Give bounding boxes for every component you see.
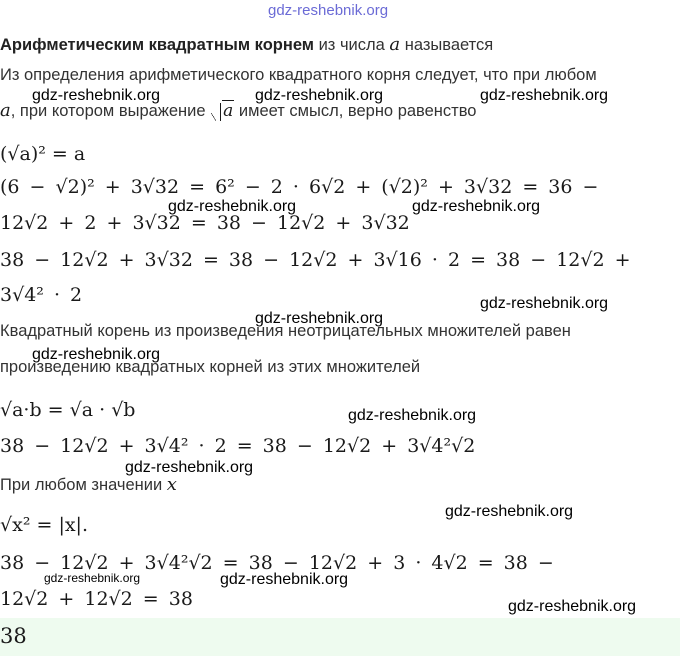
intro-line — [0, 34, 493, 55]
watermark: gdz-reshebnik.org — [348, 407, 477, 424]
watermark: gdz-reshebnik.org — [480, 295, 609, 312]
definition-line-2 — [0, 100, 476, 121]
product-rule-line-1: Квадратный корень из произведения неотрицательных множителей равен — [0, 322, 571, 340]
equation-1: (√a)² = a — [0, 143, 86, 165]
equation-2: (6 − √2)² + 3√32 = 6² − 2 · 6√2 + (√2)² + 3√32 = 36 − — [0, 176, 599, 198]
watermark: gdz-reshebnik.org — [480, 87, 609, 104]
watermark: gdz-reshebnik.org — [412, 198, 541, 215]
intro-term: Арифметическим квадратным корнем — [0, 36, 314, 54]
answer-highlight — [0, 618, 680, 656]
sqrt-a: a — [211, 100, 234, 121]
equation-8: √x² = |x|. — [0, 514, 88, 536]
def-text-a: , при котором выражение — [10, 102, 211, 120]
equation-10: 12√2 + 12√2 = 38 — [0, 588, 193, 610]
equation-3: 12√2 + 2 + 3√32 = 38 − 12√2 + 3√32 — [0, 212, 410, 234]
intro-variable: a — [389, 34, 401, 55]
watermark: gdz-reshebnik.org — [125, 459, 254, 476]
equation-5: 3√4² · 2 — [0, 284, 83, 306]
product-rule-line-2: произведению квадратных корней из этих множителей — [0, 358, 421, 376]
watermark: gdz-reshebnik.org — [32, 346, 161, 363]
watermark: gdz-reshebnik.org — [220, 571, 349, 588]
intro-end: называется — [400, 36, 494, 54]
intro-text: из числа — [314, 36, 390, 54]
watermark: gdz-reshebnik.org — [168, 198, 297, 215]
definition-line-1: Из определения арифметического квадратного корня следует, что при любом — [0, 66, 597, 84]
watermark-top: gdz-reshebnik.org — [268, 2, 389, 19]
def-text-b: имеет смысл, верно равенство — [234, 102, 477, 120]
watermark: gdz-reshebnik.org — [255, 310, 384, 327]
watermark: gdz-reshebnik.org — [508, 598, 637, 615]
equation-9: 38 − 12√2 + 3√4²√2 = 38 − 12√2 + 3 · 4√2 = 38 − — [0, 552, 554, 574]
def-variable: a — [0, 100, 11, 121]
equation-6: √a·b = √a · √b — [0, 399, 136, 421]
equation-4: 38 − 12√2 + 3√32 = 38 − 12√2 + 3√16 · 2 = 38 − 12√2 + — [0, 249, 631, 271]
equation-7: 38 − 12√2 + 3√4² · 2 = 38 − 12√2 + 3√4²√2 — [0, 435, 476, 457]
watermark: gdz-reshebnik.org — [32, 87, 161, 104]
watermark: gdz-reshebnik.org — [255, 87, 384, 104]
any-x-text: При любом значении — [0, 476, 167, 494]
any-x-line — [0, 474, 177, 495]
answer-value: 38 — [0, 624, 27, 648]
watermark: gdz-reshebnik.org — [445, 503, 574, 520]
watermark: gdz-reshebnik.org — [44, 571, 141, 585]
any-x-variable: x — [166, 474, 177, 495]
